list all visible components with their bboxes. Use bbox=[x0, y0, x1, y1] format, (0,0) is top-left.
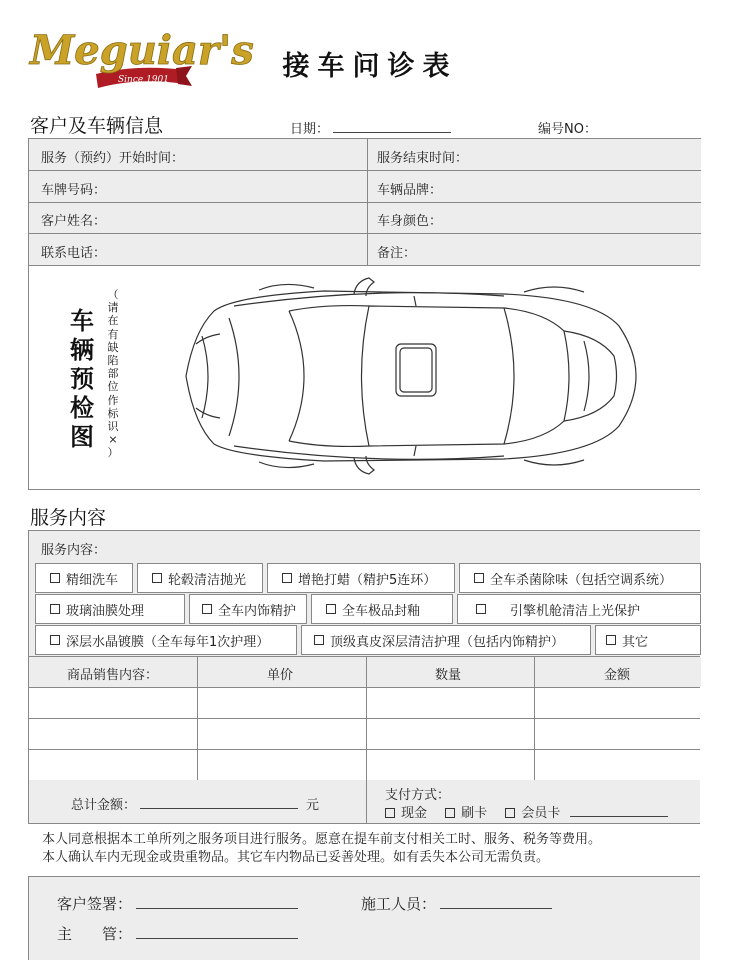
checkbox-icon[interactable] bbox=[314, 635, 324, 645]
col-header-amount: 金额 bbox=[604, 668, 631, 683]
section-services-title: 服务内容 bbox=[30, 507, 107, 529]
inspection-title-char: 检 bbox=[70, 393, 94, 422]
customer-signature-field[interactable]: 客户签署： bbox=[57, 893, 298, 914]
service-sealant[interactable]: 全车极品封釉 bbox=[311, 594, 453, 624]
inspection-note-char: 请 bbox=[107, 301, 119, 315]
section-customer-vehicle-title: 客户及车辆信息 bbox=[30, 115, 164, 137]
inspection-note-char: × bbox=[108, 433, 118, 447]
inspection-note-char: 标 bbox=[107, 406, 119, 420]
inspection-note-char: 作 bbox=[107, 393, 119, 407]
agreement-text bbox=[42, 831, 601, 867]
number-label: 编号NO： bbox=[538, 122, 597, 137]
checkbox-icon[interactable] bbox=[152, 573, 162, 583]
inspection-title-char: 车 bbox=[70, 306, 94, 335]
agreement-line-1: 本人同意根据本工单所列之服务项目进行服务。愿意在提车前支付相关工时、服务、税务等费用。 bbox=[42, 832, 602, 847]
totals-row bbox=[28, 780, 700, 824]
inspection-title bbox=[67, 306, 97, 451]
body-color-field[interactable]: 车身颜色： bbox=[377, 214, 443, 229]
inspection-title-char: 辆 bbox=[70, 335, 94, 364]
service-sterilize[interactable]: 全车杀菌除味（包括空调系统） bbox=[459, 563, 701, 593]
service-glass-film[interactable]: 玻璃油膜处理 bbox=[35, 594, 185, 624]
service-wheel-polish[interactable]: 轮毂清洁抛光 bbox=[137, 563, 263, 593]
vehicle-inspection-area[interactable] bbox=[28, 265, 700, 490]
phone-field[interactable]: 联系电话： bbox=[41, 246, 107, 261]
signature-block bbox=[28, 876, 700, 960]
vehicle-brand-field[interactable]: 车辆品牌： bbox=[377, 183, 443, 198]
service-leather-clean[interactable]: 顶级真皮深层清洁护理（包括内饰精护） bbox=[301, 625, 591, 655]
inspection-title-char: 预 bbox=[70, 364, 94, 393]
payment-method-label: 支付方式： bbox=[385, 788, 451, 803]
checkbox-icon[interactable] bbox=[326, 604, 336, 614]
inspection-note-char: 有 bbox=[107, 327, 119, 341]
total-amount-field[interactable]: 总计金额： 元 bbox=[71, 798, 320, 813]
col-header-quantity: 数量 bbox=[435, 668, 462, 683]
col-header-unit-price: 单价 bbox=[267, 668, 294, 683]
plate-number-field[interactable]: 车牌号码： bbox=[41, 183, 107, 198]
remarks-field[interactable]: 备注： bbox=[377, 246, 417, 261]
col-header-product: 商品销售内容： bbox=[67, 668, 159, 683]
payment-card[interactable]: 刷卡 bbox=[445, 806, 487, 821]
checkbox-icon[interactable] bbox=[202, 604, 212, 614]
payment-cash[interactable]: 现金 bbox=[385, 806, 427, 821]
customer-info-table bbox=[28, 138, 701, 266]
inspection-note-char: （ bbox=[107, 288, 119, 301]
service-engine-clean[interactable]: 引擎机舱清洁上光保护 bbox=[457, 594, 701, 624]
checkbox-icon[interactable] bbox=[282, 573, 292, 583]
payment-member-card[interactable]: 会员卡 bbox=[505, 806, 560, 821]
checkbox-icon[interactable] bbox=[474, 573, 484, 583]
service-wax[interactable]: 增艳打蜡（精护5连环） bbox=[267, 563, 455, 593]
logo-since: Since 1901 bbox=[118, 75, 169, 85]
checkbox-icon[interactable] bbox=[606, 635, 616, 645]
service-fine-wash[interactable]: 精细洗车 bbox=[35, 563, 133, 593]
date-label: 日期： bbox=[290, 122, 330, 137]
inspection-note-char: 在 bbox=[107, 314, 119, 328]
manager-signature-field[interactable]: 主 管： bbox=[57, 923, 298, 944]
checkbox-icon[interactable] bbox=[50, 573, 60, 583]
car-top-view-icon bbox=[174, 276, 644, 476]
staff-signature-field[interactable]: 施工人员： bbox=[361, 893, 552, 914]
service-interior-care[interactable]: 全车内饰精护 bbox=[189, 594, 307, 624]
service-crystal-coating[interactable]: 深层水晶镀膜（全车每年1次护理） bbox=[35, 625, 297, 655]
inspection-title-char: 图 bbox=[70, 422, 94, 451]
payment-options bbox=[385, 802, 668, 821]
page-title: 接车问诊表 bbox=[282, 51, 458, 82]
logo-wordmark: Meguiar's bbox=[30, 27, 254, 74]
inspection-note-char: 缺 bbox=[107, 340, 119, 354]
date-field[interactable] bbox=[290, 118, 451, 137]
inspection-note bbox=[105, 288, 121, 460]
sales-table bbox=[28, 656, 700, 780]
agreement-line-2: 本人确认车内无现金或贵重物品。其它车内物品已妥善处理。如有丢失本公司无需负责。 bbox=[42, 850, 550, 865]
service-end-time-field[interactable]: 服务结束时间： bbox=[377, 151, 469, 166]
checkbox-icon[interactable] bbox=[50, 635, 60, 645]
services-label: 服务内容： bbox=[41, 543, 107, 558]
date-input-line bbox=[333, 120, 451, 133]
inspection-note-char: 部 bbox=[107, 367, 119, 381]
customer-name-field[interactable]: 客户姓名： bbox=[41, 214, 107, 229]
inspection-note-char: 识 bbox=[107, 420, 119, 434]
checkbox-icon[interactable] bbox=[50, 604, 60, 614]
inspection-note-char: ） bbox=[107, 446, 119, 460]
service-other[interactable]: 其它 bbox=[595, 625, 701, 655]
inspection-note-char: 陷 bbox=[107, 354, 119, 368]
service-start-time-field[interactable]: 服务（预约）开始时间： bbox=[41, 151, 185, 166]
services-block bbox=[28, 530, 700, 656]
checkbox-icon[interactable] bbox=[476, 604, 486, 614]
inspection-note-char: 位 bbox=[107, 380, 119, 394]
